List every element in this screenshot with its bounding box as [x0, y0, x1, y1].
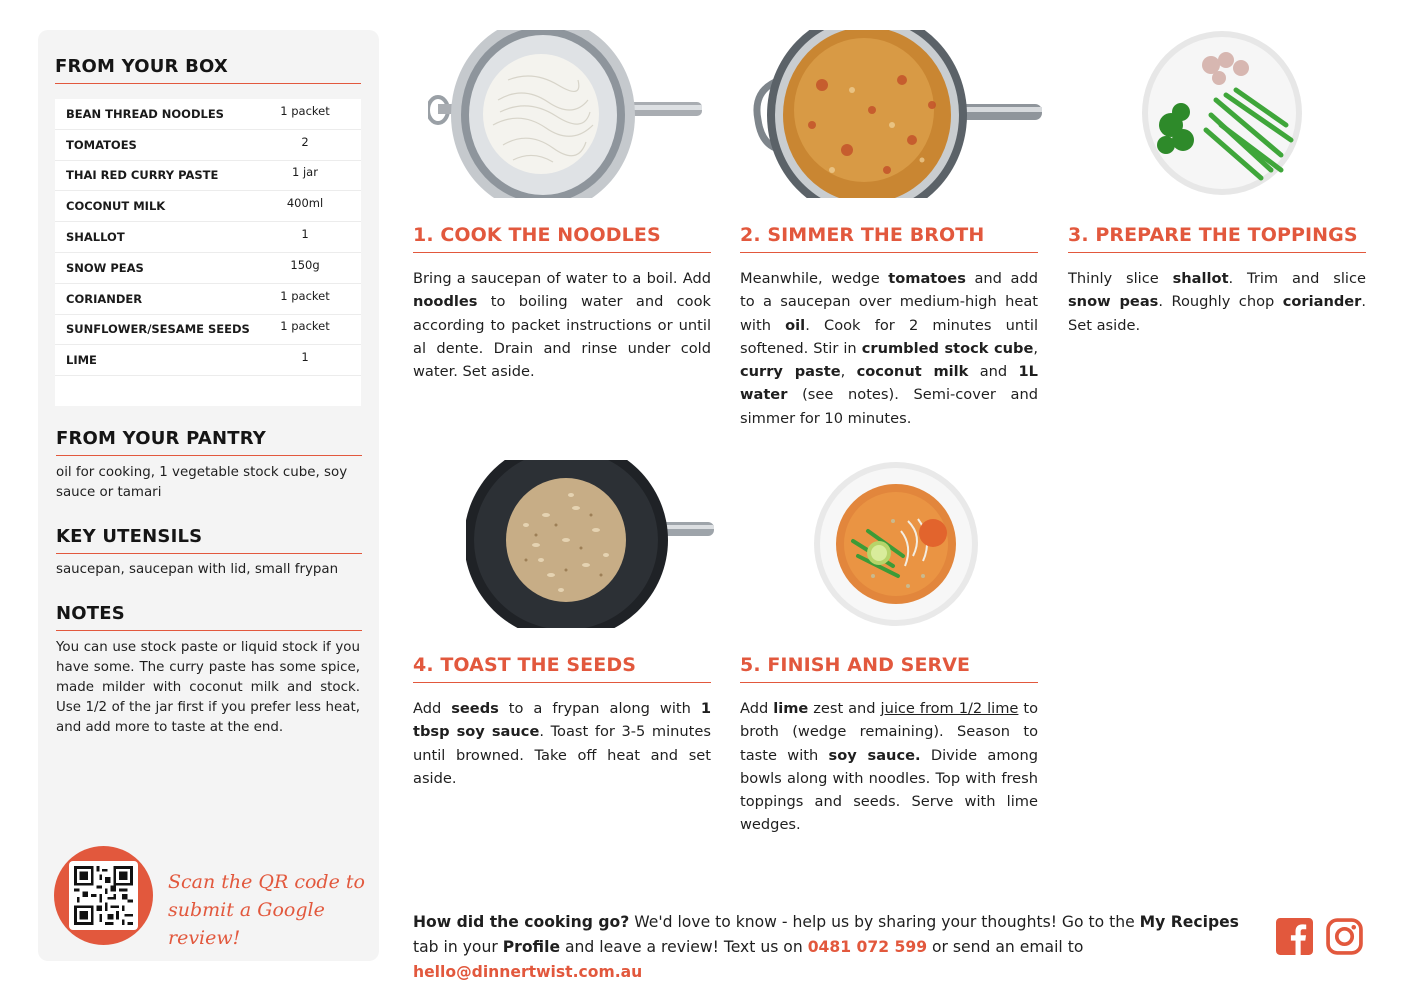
- ingredient-qty: 1: [301, 350, 309, 365]
- step-text-run: . Set aside.: [1068, 293, 1367, 334]
- step-text-run: . Cook for 2 minutes until softened. Stir in: [740, 316, 1038, 357]
- table-row: [55, 253, 361, 284]
- table-row: [55, 345, 361, 376]
- facebook-icon[interactable]: [1276, 918, 1313, 955]
- from-your-pantry-heading: FROM YOUR PANTRY: [56, 428, 362, 456]
- ingredients-table: [55, 99, 361, 406]
- step-text-run: . Toast for 3-5 minutes until browned. Take off heat and set aside.: [413, 723, 711, 787]
- notes-text: You can use stock paste or liquid stock if you have some. The curry paste has some spice, made milder with coconut milk and stock. Use 1/2 of the jar first if you prefer less heat, and add more to taste at the end.: [56, 640, 360, 735]
- step-emphasis: coconut milk: [856, 363, 969, 381]
- ingredient-name: SUNFLOWER/SESAME SEEDS: [66, 322, 250, 337]
- step-emphasis: oil: [785, 316, 806, 334]
- ingredient-qty: 2: [301, 134, 309, 149]
- qr-badge: [54, 846, 153, 945]
- ingredient-qty: 400ml: [286, 196, 324, 211]
- step-emphasis: coriander: [1282, 293, 1362, 311]
- step-2-text: [740, 267, 1038, 430]
- table-row: [55, 222, 361, 253]
- footer-text-3: and leave a review! Text us on: [560, 938, 808, 956]
- ingredient-qty: 1 packet: [280, 103, 330, 118]
- ingredient-qty: 1 jar: [292, 165, 318, 180]
- step-5-text: [740, 697, 1038, 837]
- ingredient-name: SNOW PEAS: [66, 260, 144, 275]
- ingredient-name: SHALLOT: [66, 230, 125, 245]
- qr-caption: [168, 868, 368, 952]
- ingredient-name: BEAN THREAD NOODLES: [66, 106, 224, 121]
- qr-code-icon[interactable]: [69, 861, 138, 930]
- step-emphasis: 1L water: [740, 363, 1038, 404]
- ingredient-name: COCONUT MILK: [66, 199, 166, 214]
- profile-label: Profile: [502, 938, 561, 956]
- qr-caption-line-1: Scan the QR code to: [168, 871, 365, 893]
- ingredient-name: CORIANDER: [66, 291, 143, 306]
- footer-text-1: We'd love to know - help us by sharing your thoughts! Go to the: [629, 913, 1140, 931]
- step-text-run: Thinly slice: [1068, 270, 1173, 287]
- step-4-heading: 4. TOAST THE SEEDS: [413, 654, 711, 683]
- instagram-icon[interactable]: [1326, 918, 1363, 955]
- step-text-run: Bring a saucepan of water to a boil. Add: [413, 270, 711, 287]
- broth-saucepan-image: [752, 30, 1042, 198]
- step-emphasis: shallot: [1172, 270, 1229, 287]
- pantry-text: oil for cooking, 1 vegetable stock cube, soy sauce or tamari: [56, 465, 348, 500]
- phone-link[interactable]: 0481 072 599: [807, 938, 928, 956]
- noodles-strainer-image: [428, 30, 702, 198]
- email-link[interactable]: hello@dinnertwist.com.au: [413, 963, 643, 981]
- ingredient-qty: 1 packet: [280, 288, 330, 303]
- step-emphasis: noodles: [413, 293, 478, 311]
- ingredient-name: TOMATOES: [66, 137, 137, 152]
- from-your-box-heading: FROM YOUR BOX: [55, 56, 361, 84]
- step-text-run: and add to a saucepan over medium-high heat with: [740, 270, 1038, 334]
- step-text-run: ,: [840, 363, 857, 381]
- ingredient-name: THAI RED CURRY PASTE: [66, 168, 219, 183]
- footer-question: How did the cooking go?: [413, 913, 630, 931]
- step-text-run: Add: [740, 700, 774, 717]
- seeds-frypan-image: [466, 460, 714, 628]
- step-text-run: . Trim and slice: [1228, 270, 1366, 287]
- step-text-run: and: [968, 363, 1019, 381]
- step-emphasis: snow peas: [1068, 293, 1159, 311]
- ingredient-qty: 1 packet: [280, 319, 330, 334]
- step-1-heading: 1. COOK THE NOODLES: [413, 224, 711, 253]
- step-text-run: . Roughly chop: [1158, 293, 1283, 311]
- finished-bowl-image: [813, 461, 979, 627]
- key-utensils-heading: KEY UTENSILS: [56, 526, 362, 554]
- footer-text-2: tab in your: [413, 938, 503, 956]
- step-underline: juice from 1/2 lime: [880, 700, 1019, 717]
- ingredient-qty: 1: [301, 227, 309, 242]
- table-row: [55, 191, 361, 222]
- step-text-run: Add: [413, 700, 452, 717]
- step-2-heading: 2. SIMMER THE BROTH: [740, 224, 1038, 253]
- my-recipes-label: My Recipes: [1139, 913, 1239, 931]
- step-text-run: Meanwhile, wedge: [740, 270, 889, 287]
- step-text-run: to a frypan along with: [498, 700, 701, 717]
- step-1-text: [413, 267, 711, 383]
- step-emphasis: 1 tbsp soy sauce: [413, 700, 711, 741]
- table-row: [55, 161, 361, 192]
- ingredient-qty: 150g: [290, 257, 320, 272]
- review-footer: [413, 910, 1263, 985]
- step-5-heading: 5. FINISH AND SERVE: [740, 654, 1038, 683]
- step-text-run: ,: [1033, 339, 1038, 357]
- toppings-plate-image: [1141, 30, 1303, 196]
- utensils-text: saucepan, saucepan with lid, small frypan: [56, 562, 339, 577]
- step-emphasis: tomatoes: [888, 270, 966, 287]
- table-row: [55, 99, 361, 130]
- table-row: [55, 315, 361, 346]
- step-emphasis: crumbled stock cube: [861, 339, 1034, 357]
- step-text-run: to boiling water and cook according to packet instructions or until al dente. Drain and rinse under cold water. Set aside.: [413, 293, 711, 381]
- qr-caption-line-2: submit a Google review!: [168, 899, 325, 949]
- ingredients-sidebar: [38, 30, 379, 961]
- notes-heading: NOTES: [56, 603, 362, 631]
- step-text-run: to broth (wedge remaining). Season to taste with: [740, 700, 1039, 764]
- step-3-text: [1068, 267, 1366, 337]
- step-emphasis: seeds: [451, 700, 499, 717]
- step-emphasis: soy sauce.: [828, 746, 921, 764]
- ingredient-name: LIME: [66, 353, 97, 368]
- table-row: [55, 284, 361, 315]
- table-row: [55, 130, 361, 161]
- step-emphasis: curry paste: [740, 363, 841, 381]
- step-text-run: (see notes). Semi-cover and simmer for 10 minutes.: [740, 386, 1038, 427]
- footer-text-4: or send an email to: [927, 938, 1084, 956]
- step-4-text: [413, 697, 711, 790]
- step-text-run: Divide among bowls along with noodles. Top with fresh toppings and seeds. Serve with lime wedges.: [740, 746, 1038, 834]
- step-3-heading: 3. PREPARE THE TOPPINGS: [1068, 224, 1366, 253]
- step-text-run: zest and: [808, 700, 881, 717]
- step-emphasis: lime: [773, 700, 809, 717]
